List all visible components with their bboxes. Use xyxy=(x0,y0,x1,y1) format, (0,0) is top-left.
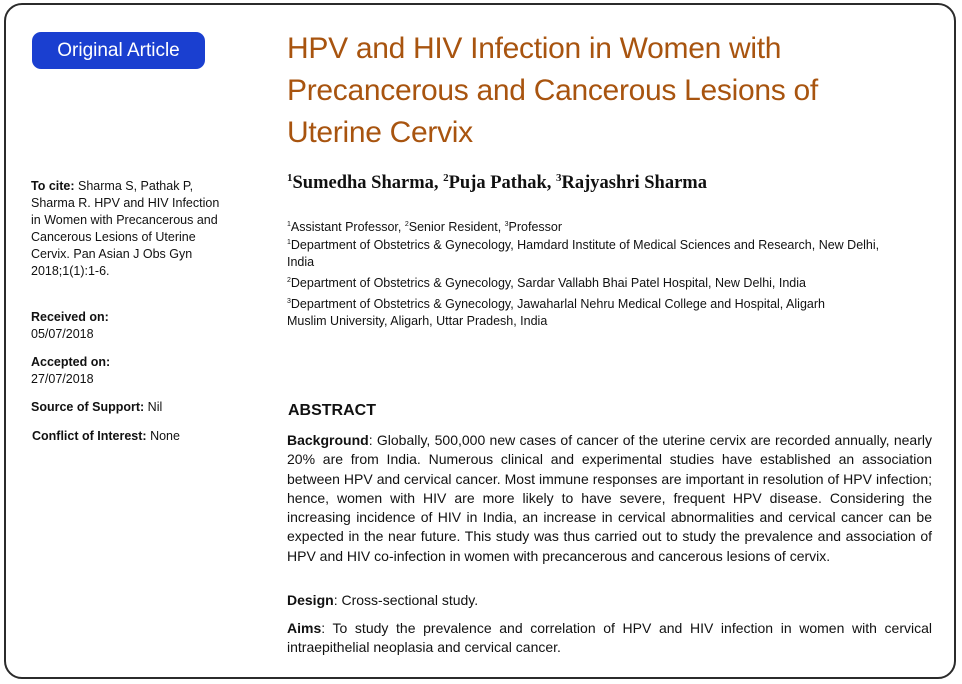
aims-text: : To study the prevalence and correlation of HPV and HIV infection in women with cervical intraepithelial neoplasia and cervical cancer. xyxy=(287,620,932,656)
affiliation-text: Department of Obstetrics & Gynecology, Jawaharlal Nehru Medical College and Hospital, Aligarh Muslim University, Aligarh, Uttar Pradesh, India xyxy=(287,297,825,329)
abstract-aims xyxy=(287,619,932,658)
affiliation-text: Department of Obstetrics & Gynecology, Hamdard Institute of Medical Sciences and Research, New Delhi, India xyxy=(287,238,880,270)
role-text: Senior Resident, xyxy=(408,220,505,235)
support-label: Source of Support: xyxy=(31,400,145,414)
author-sup: 3 xyxy=(556,172,562,184)
author-name: Rajyashri Sharma xyxy=(561,173,707,194)
author-name: Sumedha Sharma, xyxy=(292,173,444,194)
abstract-background xyxy=(287,431,932,566)
abstract-design xyxy=(287,591,932,610)
cite-text: Sharma S, Pathak P, Sharma R. HPV and HIV Infection in Women with Precancerous and Cancerous Lesions of Uterine Cervix. Pan Asian J Obs Gyn 2018;1(1):1-6. xyxy=(31,179,220,278)
conflict-value: None xyxy=(146,429,180,443)
author-sup: 2 xyxy=(443,172,449,184)
background-label: Background xyxy=(287,432,369,448)
received-block xyxy=(31,309,236,343)
design-text: : Cross-sectional study. xyxy=(333,592,479,608)
received-date: 05/07/2018 xyxy=(31,327,94,341)
article-type-badge: Original Article xyxy=(32,32,205,69)
affiliation-3 xyxy=(287,293,862,330)
author-list xyxy=(287,172,707,194)
citation-block xyxy=(31,178,229,280)
support-value: Nil xyxy=(144,400,163,414)
background-text: : Globally, 500,000 new cases of cancer of the uterine cervix are recorded annually, nearly 20% are from India. Numerous clinical and experimental studies have established an association between HPV and cervical cancer. Most immune responses are important in resolution of HPV infection; hence, women with HIV are more likely to have severe, frequent HPV disease. Considering the increasing incidence of HIV in India, an increase in cervical abnormalities and cervical cancer can be expected in the near future. This study was thus carried out to study the prevalence and association of HPV and HIV co-infection in women with precancerous and cancerous lesions of cervix. xyxy=(287,432,932,564)
affiliation-1 xyxy=(287,234,892,271)
accepted-label: Accepted on: xyxy=(31,355,111,369)
accepted-date: 27/07/2018 xyxy=(31,372,94,386)
affiliation-sup: 3 xyxy=(287,298,291,305)
role-sup: 3 xyxy=(504,221,509,228)
conflict-block xyxy=(32,428,237,445)
role-sup: 1 xyxy=(287,221,291,228)
affiliation-sup: 1 xyxy=(287,239,291,246)
affiliation-text: Department of Obstetrics & Gynecology, Sardar Vallabh Bhai Patel Hospital, New Delhi, India xyxy=(290,276,806,291)
conflict-label: Conflict of Interest: xyxy=(32,429,147,443)
abstract-heading: ABSTRACT xyxy=(288,402,376,419)
author-name: Puja Pathak, xyxy=(448,173,557,194)
affiliation-2 xyxy=(287,272,927,292)
received-label: Received on: xyxy=(31,310,109,324)
accepted-block xyxy=(31,354,236,388)
author-sup: 1 xyxy=(287,172,293,184)
aims-label: Aims xyxy=(287,620,322,636)
role-text: Professor xyxy=(508,220,563,235)
role-text: Assistant Professor, xyxy=(290,220,405,235)
role-sup: 2 xyxy=(404,221,409,228)
support-block xyxy=(31,399,236,416)
cite-label: To cite: xyxy=(31,179,75,193)
affiliation-sup: 2 xyxy=(287,277,291,284)
design-label: Design xyxy=(287,592,334,608)
article-title: HPV and HIV Infection in Women with Precancerous and Cancerous Lesions of Uterine Cervix xyxy=(287,32,818,149)
